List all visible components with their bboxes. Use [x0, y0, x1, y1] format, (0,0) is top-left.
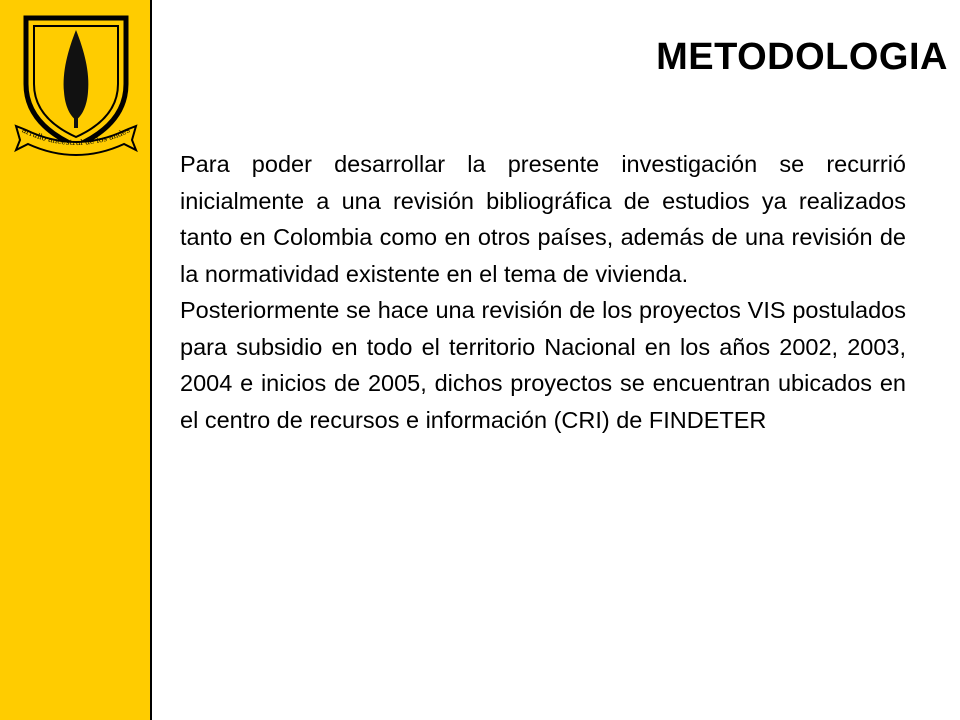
- body-text: [180, 146, 906, 438]
- paragraph-literature-review: Para poder desarrollar la presente investigación se recurrió inicialmente a una revisión bibliográfica de estudios ya realizados tanto en Colombia como en otros países, además de una revisión de la normatividad existente en el tema de vivienda.: [180, 151, 906, 287]
- slide-title: METODOLOGIA: [656, 36, 948, 78]
- crest-motto: arrullo ancestral de los andes: [20, 125, 132, 148]
- paragraph-vis-projects-review: Posteriormente se hace una revisión de los proyectos VIS postulados para subsidio en todo el territorio Nacional en los años 2002, 2003, 2004 e inicios de 2005, dichos proyectos se encuentran ubicados en el centro de recursos e información (CRI) de FINDETER: [180, 297, 906, 433]
- sidebar-panel: [0, 0, 152, 720]
- cypress-tree-crest-icon: [12, 8, 140, 158]
